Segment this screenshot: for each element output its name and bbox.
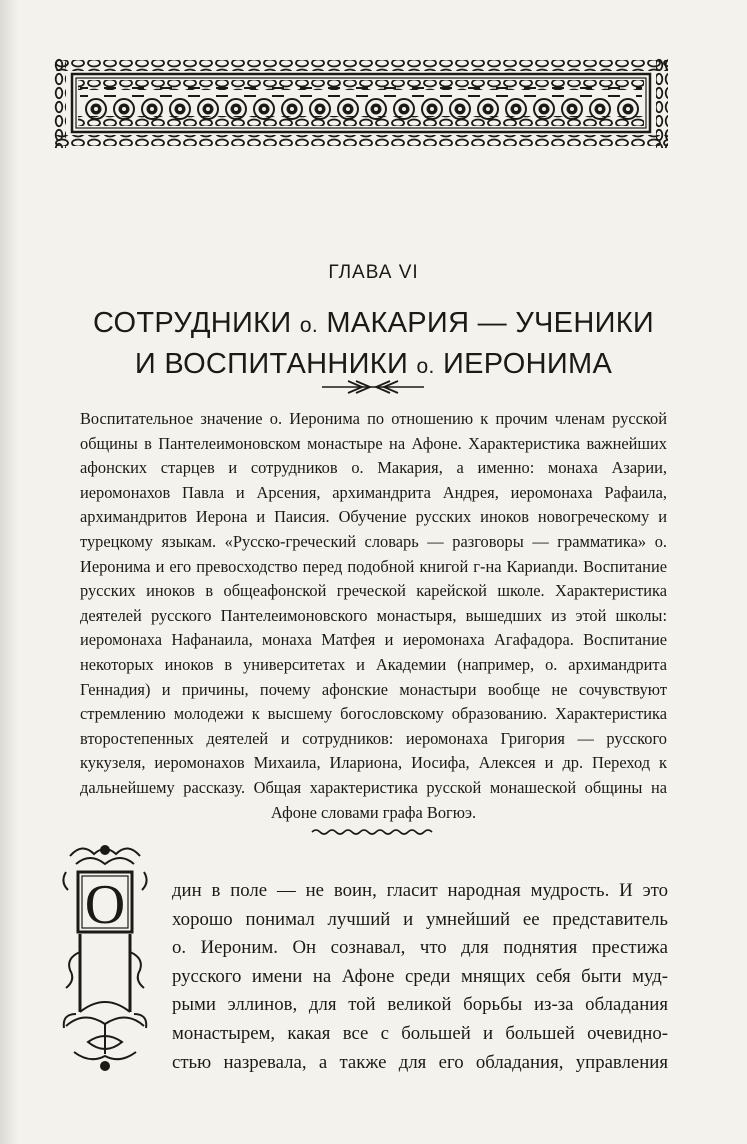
chapter-title-line-1 bbox=[40, 304, 707, 345]
scan-shadow bbox=[0, 0, 18, 1144]
chapter-summary: Воспитательное значение о. Иеронима по отношению к прочим членам русской общины в Пантелеимоновском монастыре на Афоне. Характеристика важнейших афонских старцев и сотрудников о. Макария, а именно: монаха Азарии, иеромонахов Павла и Арсения, архимандрита Андрея, иеромонаха Рафаила, архимандритов Иерона и Паисия. Обучение русских иноков новогреческому и турецкому языкам. «Русско-греческий словарь — разговоры — грамматика» о. Иеронима и его превосходство перед подобной книгой г-на Кариanди. Воспитание русских иноков в общеафонской греческой карейской школе. Характеристика деятелей русского Пантелеимоновского монастыря, вышедших из этой школы: иеромонаха Нафанаила, монаха Матфея и иеромонаха Агафадора. Воспитание некоторых иноков в университетах и Академии (например, о. архимандрита Геннадия) и причины, почему афонские монастыри вообще не сочувствуют стремлению молодежи к высшему богословскому образованию. Характеристика второстепенных деятелей и сотрудников: иеромонаха Григория — русского кукузеля, иеромонахов Михаила, Илариона, Иосифа, Алексея и др. Переход к дальнейшему рассказу. Общая характеристика русской монашеской общины на Афоне словами графа Вогюэ. bbox=[80, 409, 667, 822]
title-text: ИЕРОНИМА bbox=[434, 348, 613, 380]
drop-cap-ornament-icon bbox=[60, 842, 150, 1074]
chapter-title bbox=[40, 304, 707, 386]
body-line: хорошо понимал лучший и умнейший ее представитель bbox=[172, 908, 668, 930]
title-text: И ВОСПИТАННИКИ bbox=[134, 348, 417, 380]
body-line: русского имени на Афоне среди мнящих себя быти муд- bbox=[172, 965, 668, 987]
arrow-divider-icon bbox=[318, 380, 428, 394]
body-line: рыми эллинов, для той великой борьбы из-за обладания bbox=[172, 994, 668, 1016]
body-line: дин в поле — не воин, гласит народная мудрость. И это bbox=[172, 880, 668, 901]
title-abbrev: о. bbox=[299, 314, 318, 337]
header-ornament bbox=[54, 58, 668, 148]
wave-divider-icon bbox=[310, 828, 436, 836]
title-text: СОТРУДНИКИ bbox=[92, 307, 300, 339]
chapter-label: ГЛАВА VI bbox=[328, 262, 419, 283]
title-text: МАКАРИЯ — УЧЕНИКИ bbox=[318, 307, 655, 339]
drop-cap-letter: О bbox=[84, 874, 126, 936]
body-line: о. Иероним. Он сознавал, что для поднятия престижа bbox=[172, 937, 668, 959]
body-line: стью назревала, а также для его обладания, управления bbox=[172, 1051, 668, 1073]
title-abbrev: о. bbox=[416, 355, 435, 378]
body-text bbox=[172, 877, 668, 1077]
body-line: монастырем, какая все с большей и большей очевидно- bbox=[172, 1022, 668, 1044]
